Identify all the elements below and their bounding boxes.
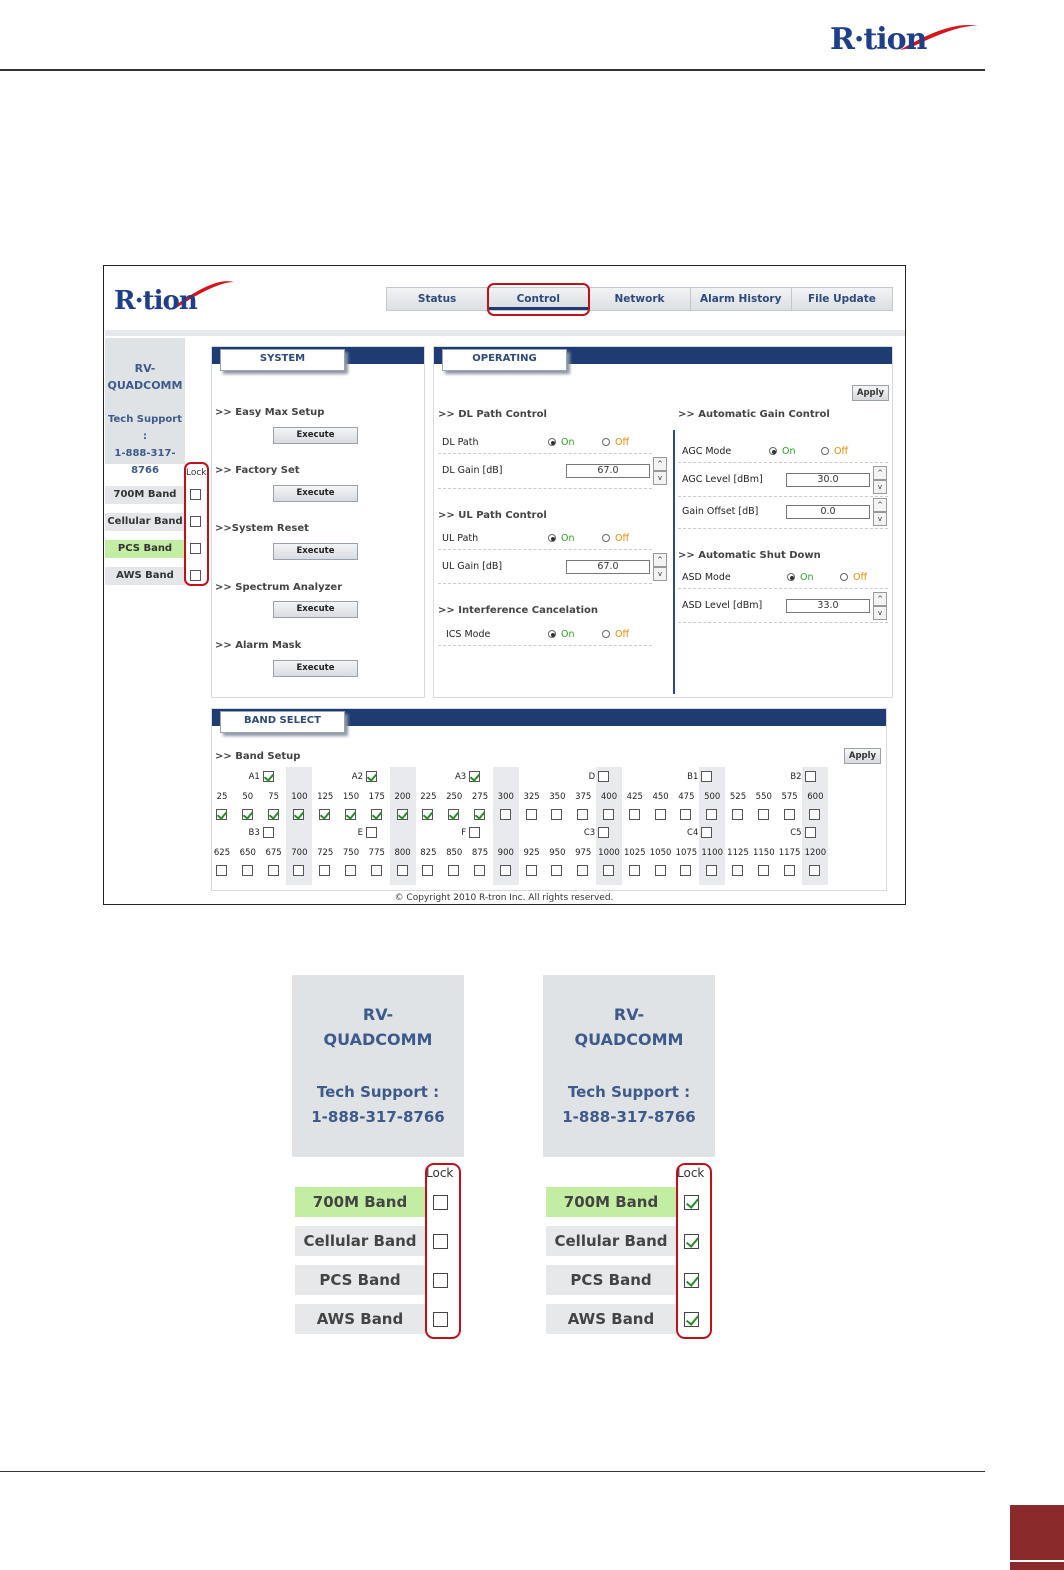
band-channel-checkbox[interactable] — [371, 809, 382, 820]
band-channel-label: 800 — [394, 848, 411, 858]
asd-level-stepper[interactable] — [873, 592, 887, 620]
band-select-title: BAND SELECT — [220, 711, 345, 733]
band-channel-label: 175 — [368, 792, 385, 802]
band-group-label: B3 — [248, 828, 260, 838]
band-channel-label: 200 — [394, 792, 411, 802]
band-channel-label: 875 — [471, 848, 489, 858]
band-channel-checkbox[interactable] — [809, 865, 820, 876]
band-channel-checkbox[interactable] — [784, 809, 795, 820]
band-channel-checkbox[interactable] — [216, 809, 227, 820]
system-item-alarm-mask: >> Alarm Mask — [215, 640, 302, 651]
system-item-spectrum: >> Spectrum Analyzer — [215, 582, 343, 593]
agc-level-stepper[interactable] — [873, 466, 887, 494]
band-group-label: B2 — [790, 772, 802, 782]
band-channel-label: 250 — [446, 792, 463, 802]
band-channel-label: 325 — [523, 792, 540, 802]
band-group-checkbox[interactable] — [263, 771, 274, 782]
band-channel-label: 25 — [216, 792, 228, 802]
band-group-label: B1 — [687, 772, 699, 782]
band-group-checkbox[interactable] — [469, 771, 480, 782]
zoom-band-cellular[interactable]: Cellular Band — [295, 1226, 425, 1256]
band-channel-checkbox[interactable] — [526, 809, 537, 820]
radio-selected-icon — [548, 438, 556, 446]
band-channel-label: 950 — [549, 848, 566, 858]
sidebar-band-700m[interactable]: 700M Band — [105, 486, 185, 504]
zoom-lock-label: Lock — [677, 1166, 705, 1180]
page-tab-bottom — [1010, 1562, 1064, 1570]
copyright: © Copyright 2010 R-tron Inc. All rights reserved. — [394, 893, 614, 903]
band-channel-label: 575 — [781, 792, 798, 802]
band-group-label: E — [357, 828, 363, 838]
header-logo — [830, 20, 980, 60]
band-channel-checkbox[interactable] — [655, 865, 666, 876]
band-channel-checkbox[interactable] — [551, 865, 562, 876]
ics-section-title: >> Interference Cancelation — [438, 605, 599, 616]
band-grid — [212, 767, 888, 885]
footer-rule — [0, 1471, 985, 1472]
band-channel-label: 1100 — [701, 848, 723, 858]
operating-apply-button[interactable]: Apply — [852, 385, 889, 401]
execute-button-system-reset[interactable]: Execute — [273, 543, 358, 560]
band-group-label: A2 — [351, 772, 363, 782]
dl-section-title: >> DL Path Control — [438, 409, 547, 420]
ics-mode-label: ICS Mode — [446, 629, 491, 640]
zoom-lock-label: Lock — [426, 1166, 454, 1180]
main-tabs — [386, 287, 893, 311]
ul-gain-stepper[interactable] — [653, 553, 667, 581]
radio-selected-icon — [548, 534, 556, 542]
support-label: Tech Support : — [107, 414, 183, 442]
divider — [678, 462, 888, 463]
band-channel-label: 450 — [652, 792, 669, 802]
down-arrow-icon[interactable]: v — [873, 480, 887, 494]
divider — [438, 549, 652, 550]
band-apply-button[interactable]: Apply — [844, 748, 881, 764]
sidebar-band-cellular[interactable]: Cellular Band — [105, 513, 185, 531]
radio-icon — [602, 438, 610, 446]
control-tab-highlight — [487, 283, 590, 316]
header-logo-text: R·tion — [830, 22, 927, 57]
web-ui-screenshot — [103, 265, 906, 905]
band-channel-label: 825 — [420, 848, 437, 858]
zoom-model-line2: QUADCOMM — [323, 1030, 433, 1049]
band-channel-checkbox[interactable] — [655, 809, 666, 820]
agc-mode-off[interactable]: Off — [821, 446, 848, 457]
ul-path-label: UL Path — [442, 533, 479, 544]
band-group-checkbox[interactable] — [701, 771, 712, 782]
gain-offset-label: Gain Offset [dB] — [682, 506, 759, 517]
band-channel-label: 75 — [268, 792, 279, 802]
band-channel-checkbox[interactable] — [216, 865, 227, 876]
band-channel-label: 1175 — [778, 848, 801, 858]
band-group-label: A1 — [248, 772, 260, 782]
band-channel-checkbox[interactable] — [500, 865, 511, 876]
band-channel-checkbox[interactable] — [758, 809, 769, 820]
agc-section-title: >> Automatic Gain Control — [678, 409, 830, 420]
up-arrow-icon[interactable]: ^ — [873, 592, 887, 606]
radio-selected-icon — [769, 447, 777, 455]
down-arrow-icon[interactable]: v — [653, 567, 667, 581]
band-group-label: F — [461, 828, 467, 838]
dl-path-label: DL Path — [442, 437, 479, 448]
asd-section-title: >> Automatic Shut Down — [678, 550, 821, 561]
band-channel-label: 1000 — [598, 848, 620, 858]
band-channel-checkbox[interactable] — [397, 809, 408, 820]
band-channel-checkbox[interactable] — [809, 809, 820, 820]
zoom-lock-highlight — [676, 1163, 712, 1339]
band-channel-label: 750 — [342, 848, 360, 858]
band-channel-label: 150 — [342, 792, 360, 802]
band-channel-label: 550 — [755, 792, 772, 802]
band-channel-checkbox[interactable] — [422, 809, 433, 820]
band-channel-checkbox[interactable] — [242, 865, 253, 876]
zoom-band-700m[interactable]: 700M Band — [295, 1187, 425, 1217]
divider — [438, 453, 652, 454]
up-arrow-icon[interactable]: ^ — [653, 553, 667, 567]
band-channel-checkbox[interactable] — [732, 809, 743, 820]
agc-mode-label: AGC Mode — [682, 446, 732, 457]
down-arrow-icon[interactable]: v — [873, 512, 887, 526]
zoom-support-phone: 1-888-317-8766 — [562, 1108, 696, 1126]
execute-button-factory-set[interactable]: Execute — [273, 485, 358, 502]
band-channel-label: 425 — [626, 792, 643, 802]
band-channel-label: 600 — [807, 792, 824, 802]
ul-path-on[interactable]: On — [548, 533, 575, 544]
divider — [678, 528, 888, 529]
divider — [438, 645, 652, 646]
header-rule — [0, 69, 985, 71]
band-channel-checkbox[interactable] — [319, 865, 330, 876]
operating-separator — [673, 430, 675, 694]
system-item-easy-max: >> Easy Max Setup — [215, 407, 325, 418]
band-channel-checkbox[interactable] — [474, 865, 485, 876]
band-channel-label: 50 — [242, 792, 254, 802]
ui-logo-text: R·tion — [114, 286, 197, 316]
asd-mode-off[interactable]: Off — [840, 572, 867, 583]
down-arrow-icon[interactable]: v — [653, 471, 667, 485]
band-group-checkbox[interactable] — [366, 771, 377, 782]
band-channel-label: 650 — [239, 848, 256, 858]
band-channel-label: 975 — [575, 848, 592, 858]
zoom-band-cellular[interactable]: Cellular Band — [546, 1226, 676, 1256]
agc-level-input[interactable]: 30.0 — [786, 473, 870, 487]
band-channel-checkbox[interactable] — [319, 809, 330, 820]
band-group-label: C5 — [790, 828, 802, 838]
zoom-model-line1: RV- — [362, 1005, 394, 1024]
band-group-checkbox[interactable] — [469, 827, 480, 838]
band-channel-label: 1150 — [752, 848, 775, 858]
tab-control[interactable]: Control — [488, 288, 589, 310]
band-channel-checkbox[interactable] — [706, 809, 717, 820]
band-channel-checkbox[interactable] — [448, 809, 459, 820]
ics-mode-off[interactable]: Off — [602, 629, 629, 640]
band-channel-checkbox[interactable] — [680, 865, 691, 876]
lock-column-highlight — [184, 462, 209, 586]
band-channel-label: 475 — [678, 792, 695, 802]
tab-alarm-history[interactable]: Alarm History — [691, 288, 792, 310]
band-channel-checkbox[interactable] — [680, 809, 691, 820]
system-panel — [211, 346, 425, 698]
sidebar-band-pcs[interactable]: PCS Band — [105, 540, 185, 558]
ul-gain-label: UL Gain [dB] — [442, 561, 503, 572]
band-channel-label: 775 — [368, 848, 385, 858]
ul-path-off[interactable]: Off — [602, 533, 629, 544]
band-channel-label: 700 — [291, 848, 308, 858]
band-channel-checkbox[interactable] — [603, 809, 614, 820]
dl-gain-stepper[interactable] — [653, 457, 667, 485]
divider — [678, 588, 888, 589]
gain-offset-stepper[interactable] — [873, 498, 887, 526]
band-channel-checkbox[interactable] — [448, 865, 459, 876]
band-channel-label: 300 — [497, 792, 514, 802]
ul-gain-input[interactable]: 67.0 — [566, 560, 650, 574]
divider — [678, 496, 888, 497]
band-channel-label: 525 — [729, 792, 747, 802]
band-channel-checkbox[interactable] — [526, 865, 537, 876]
band-channel-label: 375 — [575, 792, 592, 802]
band-channel-checkbox[interactable] — [577, 809, 588, 820]
up-arrow-icon[interactable]: ^ — [873, 498, 887, 512]
dl-gain-input[interactable]: 67.0 — [566, 464, 650, 478]
radio-icon — [821, 447, 829, 455]
band-group-checkbox[interactable] — [598, 771, 609, 782]
band-channel-checkbox[interactable] — [345, 809, 356, 820]
band-channel-checkbox[interactable] — [422, 865, 433, 876]
band-group-checkbox[interactable] — [263, 827, 274, 838]
zoom-support-label: Tech Support : — [567, 1083, 691, 1101]
up-arrow-icon[interactable]: ^ — [653, 457, 667, 471]
model-line2: QUADCOMM — [107, 379, 183, 392]
radio-selected-icon — [787, 573, 795, 581]
band-channel-checkbox[interactable] — [474, 809, 485, 820]
band-channel-checkbox[interactable] — [268, 809, 279, 820]
dl-path-on[interactable]: On — [548, 437, 575, 448]
band-channel-label: 1025 — [623, 848, 646, 858]
band-channel-checkbox[interactable] — [268, 865, 279, 876]
system-item-factory-set: >> Factory Set — [215, 465, 300, 476]
zoom-support-label: Tech Support : — [316, 1083, 440, 1101]
band-group-checkbox[interactable] — [805, 771, 816, 782]
system-item-system-reset: >>System Reset — [215, 523, 309, 534]
band-channel-label: 1125 — [727, 848, 749, 858]
band-channel-label: 225 — [420, 792, 437, 802]
model-line1: RV- — [134, 362, 156, 375]
band-channel-label: 1075 — [675, 848, 698, 858]
band-group-checkbox[interactable] — [701, 827, 712, 838]
zoom-band-aws[interactable]: AWS Band — [295, 1304, 425, 1334]
band-channel-label: 125 — [317, 792, 334, 802]
tab-network[interactable]: Network — [589, 288, 690, 310]
band-channel-checkbox[interactable] — [603, 865, 614, 876]
zoom-model-line1: RV- — [613, 1005, 645, 1024]
sidebar-band-aws[interactable]: AWS Band — [105, 567, 185, 585]
band-channel-label: 925 — [523, 848, 540, 858]
band-channel-label: 675 — [265, 848, 282, 858]
gain-offset-input[interactable]: 0.0 — [786, 505, 870, 519]
zoom-locked-info — [543, 975, 715, 1157]
agc-mode-on[interactable]: On — [769, 446, 796, 457]
radio-selected-icon — [548, 630, 556, 638]
system-panel-title: SYSTEM — [220, 349, 345, 371]
band-channel-label: 350 — [549, 792, 566, 802]
asd-level-label: ASD Level [dBm] — [682, 600, 763, 611]
ul-section-title: >> UL Path Control — [438, 510, 547, 521]
divider — [678, 622, 888, 623]
execute-button-spectrum[interactable]: Execute — [273, 601, 358, 618]
band-channel-checkbox[interactable] — [293, 809, 304, 820]
band-channel-checkbox[interactable] — [345, 865, 356, 876]
zoom-support-phone: 1-888-317-8766 — [311, 1108, 445, 1126]
down-arrow-icon[interactable]: v — [873, 606, 887, 620]
up-arrow-icon[interactable]: ^ — [873, 466, 887, 480]
band-channel-checkbox[interactable] — [500, 809, 511, 820]
band-channel-checkbox[interactable] — [629, 809, 640, 820]
agc-level-label: AGC Level [dBm] — [682, 474, 763, 485]
band-channel-label: 275 — [471, 792, 489, 802]
band-channel-checkbox[interactable] — [242, 809, 253, 820]
band-channel-label: 400 — [600, 792, 618, 802]
band-channel-checkbox[interactable] — [293, 865, 304, 876]
ui-logo — [114, 274, 234, 319]
radio-icon — [840, 573, 848, 581]
band-channel-checkbox[interactable] — [784, 865, 795, 876]
band-group-checkbox[interactable] — [598, 827, 609, 838]
asd-mode-on[interactable]: On — [787, 572, 814, 583]
zoom-band-pcs[interactable]: PCS Band — [546, 1265, 676, 1295]
dl-path-off[interactable]: Off — [602, 437, 629, 448]
band-channel-checkbox[interactable] — [577, 865, 588, 876]
zoom-unlocked-info — [292, 975, 464, 1157]
dl-gain-label: DL Gain [dB] — [442, 465, 503, 476]
band-channel-checkbox[interactable] — [758, 865, 769, 876]
zoom-model-line2: QUADCOMM — [574, 1030, 684, 1049]
band-channel-label: 1200 — [804, 848, 827, 858]
zoom-band-700m[interactable]: 700M Band — [546, 1187, 676, 1217]
band-group-label: C3 — [583, 828, 596, 838]
operating-panel-title: OPERATING — [442, 349, 567, 371]
asd-level-input[interactable]: 33.0 — [786, 599, 870, 613]
band-group-label: D — [588, 772, 596, 782]
page-tab — [1010, 1505, 1064, 1560]
band-channel-checkbox[interactable] — [397, 865, 408, 876]
band-channel-label: 500 — [704, 792, 721, 802]
radio-icon — [602, 630, 610, 638]
band-setup-title: >> Band Setup — [215, 751, 301, 762]
band-channel-label: 850 — [446, 848, 463, 858]
band-group-label: A3 — [454, 772, 467, 782]
band-channel-checkbox[interactable] — [732, 865, 743, 876]
band-channel-label: 725 — [317, 848, 334, 858]
asd-mode-label: ASD Mode — [682, 572, 731, 583]
sidebar-info — [105, 338, 185, 476]
top-divider — [105, 330, 905, 336]
band-channel-label: 100 — [291, 792, 308, 802]
execute-button-alarm-mask[interactable]: Execute — [273, 660, 358, 677]
support-phone: 1-888-317-8766 — [114, 448, 176, 476]
band-channel-checkbox[interactable] — [706, 865, 717, 876]
band-channel-checkbox[interactable] — [551, 809, 562, 820]
ics-mode-on[interactable]: On — [548, 629, 575, 640]
divider — [438, 583, 652, 584]
lock-label: Lock — [186, 468, 207, 478]
band-group-label: C4 — [687, 828, 699, 838]
band-channel-label: 625 — [213, 848, 231, 858]
divider — [438, 488, 652, 489]
tab-status[interactable]: Status — [387, 288, 488, 310]
band-group-checkbox[interactable] — [805, 827, 816, 838]
band-channel-checkbox[interactable] — [371, 865, 382, 876]
zoom-band-pcs[interactable]: PCS Band — [295, 1265, 425, 1295]
operating-panel — [433, 346, 893, 698]
band-channel-checkbox[interactable] — [629, 865, 640, 876]
radio-icon — [602, 534, 610, 542]
band-channel-label: 900 — [497, 848, 514, 858]
band-channel-label: 1050 — [649, 848, 672, 858]
execute-button-easy-max[interactable]: Execute — [273, 427, 358, 444]
zoom-band-aws[interactable]: AWS Band — [546, 1304, 676, 1334]
tab-file-update[interactable]: File Update — [792, 288, 892, 310]
zoom-lock-highlight — [425, 1163, 461, 1339]
band-group-checkbox[interactable] — [366, 827, 377, 838]
